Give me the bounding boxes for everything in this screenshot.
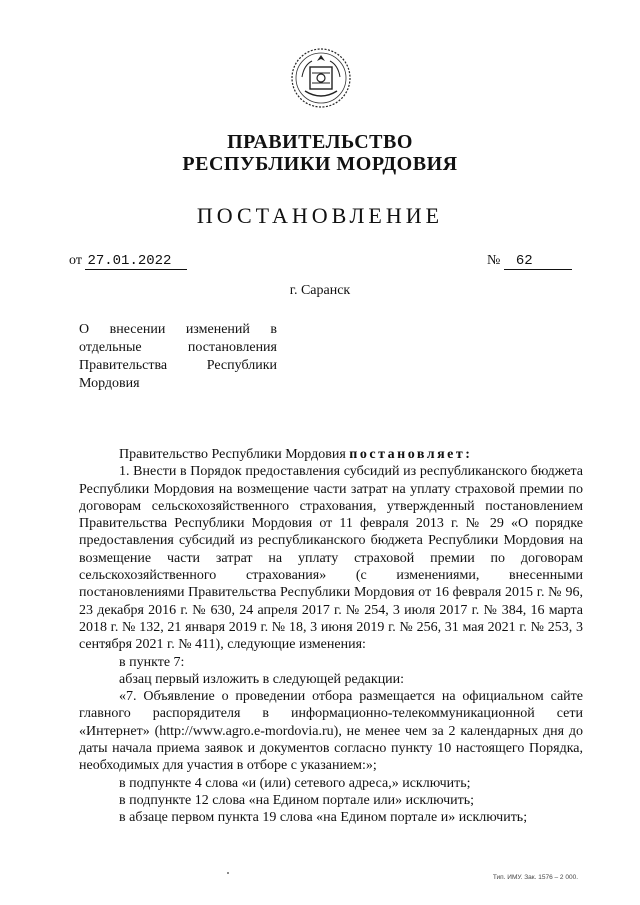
subject-word: изменений <box>185 322 250 337</box>
subject-word: Республики <box>206 358 277 373</box>
coat-of-arms-icon <box>290 47 352 109</box>
date-field <box>69 253 187 270</box>
city: г. Саранск <box>289 283 351 298</box>
subject-word: Мордовия <box>79 376 140 391</box>
paragraph-7: в абзаце первом пункта 19 слова «на Едином портале и» исключить; <box>119 810 528 826</box>
document-subject <box>79 321 277 393</box>
paragraph-5: в подпункте 4 слова «и (или) сетевого адреса,» исключить; <box>119 775 471 791</box>
intro-text: Правительство Республики Мордовия <box>119 447 350 462</box>
intro-paragraph <box>79 446 583 463</box>
paragraph-2: в пункте 7: <box>119 654 185 670</box>
date-value: 27.01.2022 <box>85 253 187 270</box>
paragraph-6: в подпункте 12 слова «на Едином портале или» исключить; <box>119 792 475 808</box>
date-prefix: от <box>69 253 82 268</box>
number-field <box>487 253 572 270</box>
subject-word: Правительства <box>79 358 168 373</box>
document-type-title: ПОСТАНОВЛЕНИЕ <box>196 203 444 228</box>
subject-word: отдельные <box>79 340 142 355</box>
subject-word: постановления <box>187 340 277 355</box>
paragraph-3: абзац первый изложить в следующей редакции: <box>119 671 405 687</box>
paragraph-4: «7. Объявление о проведении отбора размещается на официальном сайте главного распорядителя в информационно-телекоммуникационной сети «Интернет» (http://www.agro.e-mordovia.ru), не менее чем за 2 календарных дня до даты начала приема заявок и документов согласно пункту 10 настоящего Порядка, необходимых для участия в отборе с указанием:»; <box>79 689 583 774</box>
subject-word: внесении <box>109 322 166 337</box>
number-prefix: № <box>487 253 501 268</box>
document-body <box>79 446 583 827</box>
government-name-line2: РЕСПУБЛИКИ МОРДОВИЯ <box>182 153 458 175</box>
paragraph-1: 1. Внести в Порядок предоставления субсидий из республиканского бюджета Республики Мордовия на возмещение части затрат на уплату страховой премии по договорам сельскохозяйственного страхования, утвержденный постановлением Правительства Республики Мордовия от 11 февраля 2013 г. № 29 «О порядке предоставления субсидий из республиканского бюджета Республики Мордовия на возмещение части затрат на уплату страховой премии по договорам сельскохозяйственного страхования» (с изменениями, внесенными постановлениями Правительства Республики Мордовия от 16 февраля 2015 г. № 96, 23 декабря 2016 г. № 630, 24 апреля 2017 г. № 254, 3 июля 2017 г. № 384, 16 марта 2018 г. № 132, 21 января 2019 г. № 18, 3 июня 2019 г. № 256, 31 мая 2021 г. № 253, 3 сентября 2021 г. № 411), следующие изменения: <box>79 464 583 653</box>
number-value: 62 <box>504 253 572 270</box>
print-imprint: Тип. ИМУ. Зак. 1576 – 2 000. <box>492 874 578 881</box>
page-mark <box>227 872 229 874</box>
intro-decree-word: постановляет: <box>349 447 473 462</box>
subject-word: в <box>270 322 277 337</box>
subject-word: О <box>79 322 90 337</box>
government-name-line1: ПРАВИТЕЛЬСТВО <box>227 131 413 153</box>
